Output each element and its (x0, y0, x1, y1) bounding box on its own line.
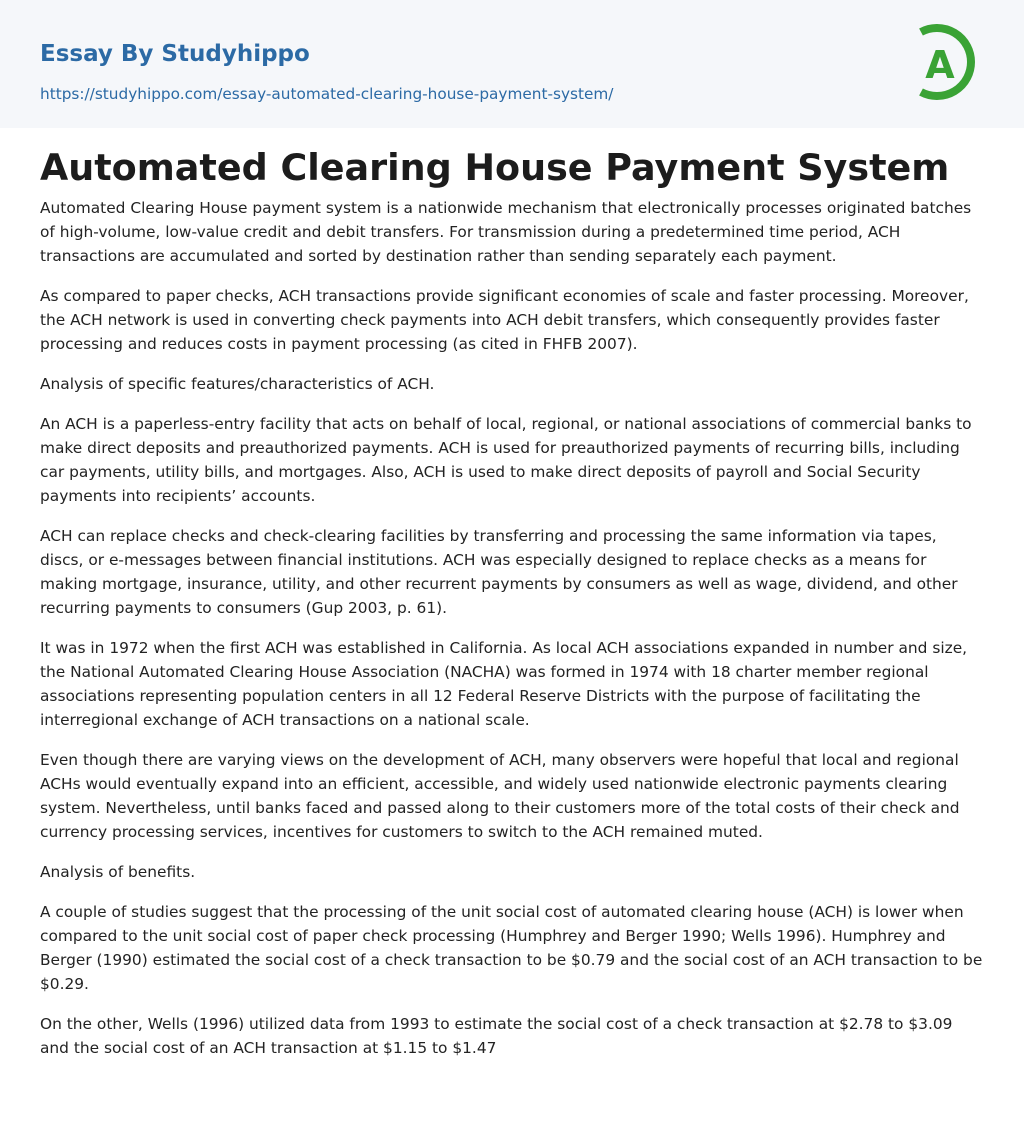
paragraph-3-section-heading: Analysis of specific features/characteristics of ACH. (40, 375, 435, 393)
paragraph-2: As compared to paper checks, ACH transactions provide significant economies of scale and faster processing. Moreover, the ACH network is used in converting check payments into ACH debit transfers, which consequently provides faster processing and reduces costs in payment processing (as cited in FHFB 2007). (40, 287, 969, 353)
logo-svg (912, 20, 986, 106)
site-header (0, 0, 1024, 128)
paragraph-4: An ACH is a paperless-entry facility that acts on behalf of local, regional, or national associations of commercial banks to make direct deposits and preauthorized payments. ACH is used for preauthorized payments of recurring bills, including car payments, utility bills, and mortgages. Also, ACH is used to make direct deposits of payroll and Social Security payments into recipients’ accounts. (40, 415, 972, 505)
paragraph-10: On the other, Wells (1996) utilized data from 1993 to estimate the social cost of a check transaction at $2.78 to $3.09 and the social cost of an ACH transaction at $1.15 to $1.47 (40, 1015, 953, 1057)
paragraph-6: It was in 1972 when the first ACH was established in California. As local ACH associations expanded in number and size, the National Automated Clearing House Association (NACHA) was formed in 1974 with 18 charter member regional associations representing population centers in all 12 Federal Reserve Districts with the purpose of facilitating the interregional exchange of ACH transactions on a national scale. (40, 639, 968, 729)
paragraph-5: ACH can replace checks and check-clearing facilities by transferring and processing the same information via tapes, discs, or e-messages between financial institutions. ACH was especially designed to replace checks as a means for making mortgage, insurance, utility, and other recurrent payments by consumers as well as wage, dividend, and other recurring payments to consumers (Gup 2003, p. 61). (40, 527, 958, 617)
paragraph-1: Automated Clearing House payment system is a nationwide mechanism that electronically processes originated batches of high-volume, low-value credit and debit transfers. For transmission during a predetermined time period, ACH transactions are accumulated and sorted by destination rather than sending separately each payment. (40, 199, 972, 265)
studyhippo-logo-icon[interactable] (912, 20, 986, 106)
logo-letter: A (925, 43, 955, 87)
article (0, 146, 1024, 1060)
essay-url-link[interactable]: https://studyhippo.com/essay-automated-clearing-house-payment-system/ (40, 85, 614, 103)
paragraph-8-section-heading: Analysis of benefits. (40, 863, 196, 881)
article-title: Automated Clearing House Payment System (40, 146, 950, 189)
paragraph-9: A couple of studies suggest that the processing of the unit social cost of automated clearing house (ACH) is lower when compared to the unit social cost of paper check processing (Humphrey and Berger 1990; Wells 1996). Humphrey and Berger (1990) estimated the social cost of a check transaction to be $0.79 and the social cost of an ACH transaction to be $0.29. (40, 903, 983, 993)
site-brand[interactable]: Essay By Studyhippo (40, 41, 310, 67)
paragraph-7: Even though there are varying views on the development of ACH, many observers were hopeful that local and regional ACHs would eventually expand into an efficient, accessible, and widely used nationwide electronic payments clearing system. Nevertheless, until banks faced and passed along to their customers more of the total costs of their check and currency processing services, incentives for customers to switch to the ACH remained muted. (40, 751, 960, 841)
